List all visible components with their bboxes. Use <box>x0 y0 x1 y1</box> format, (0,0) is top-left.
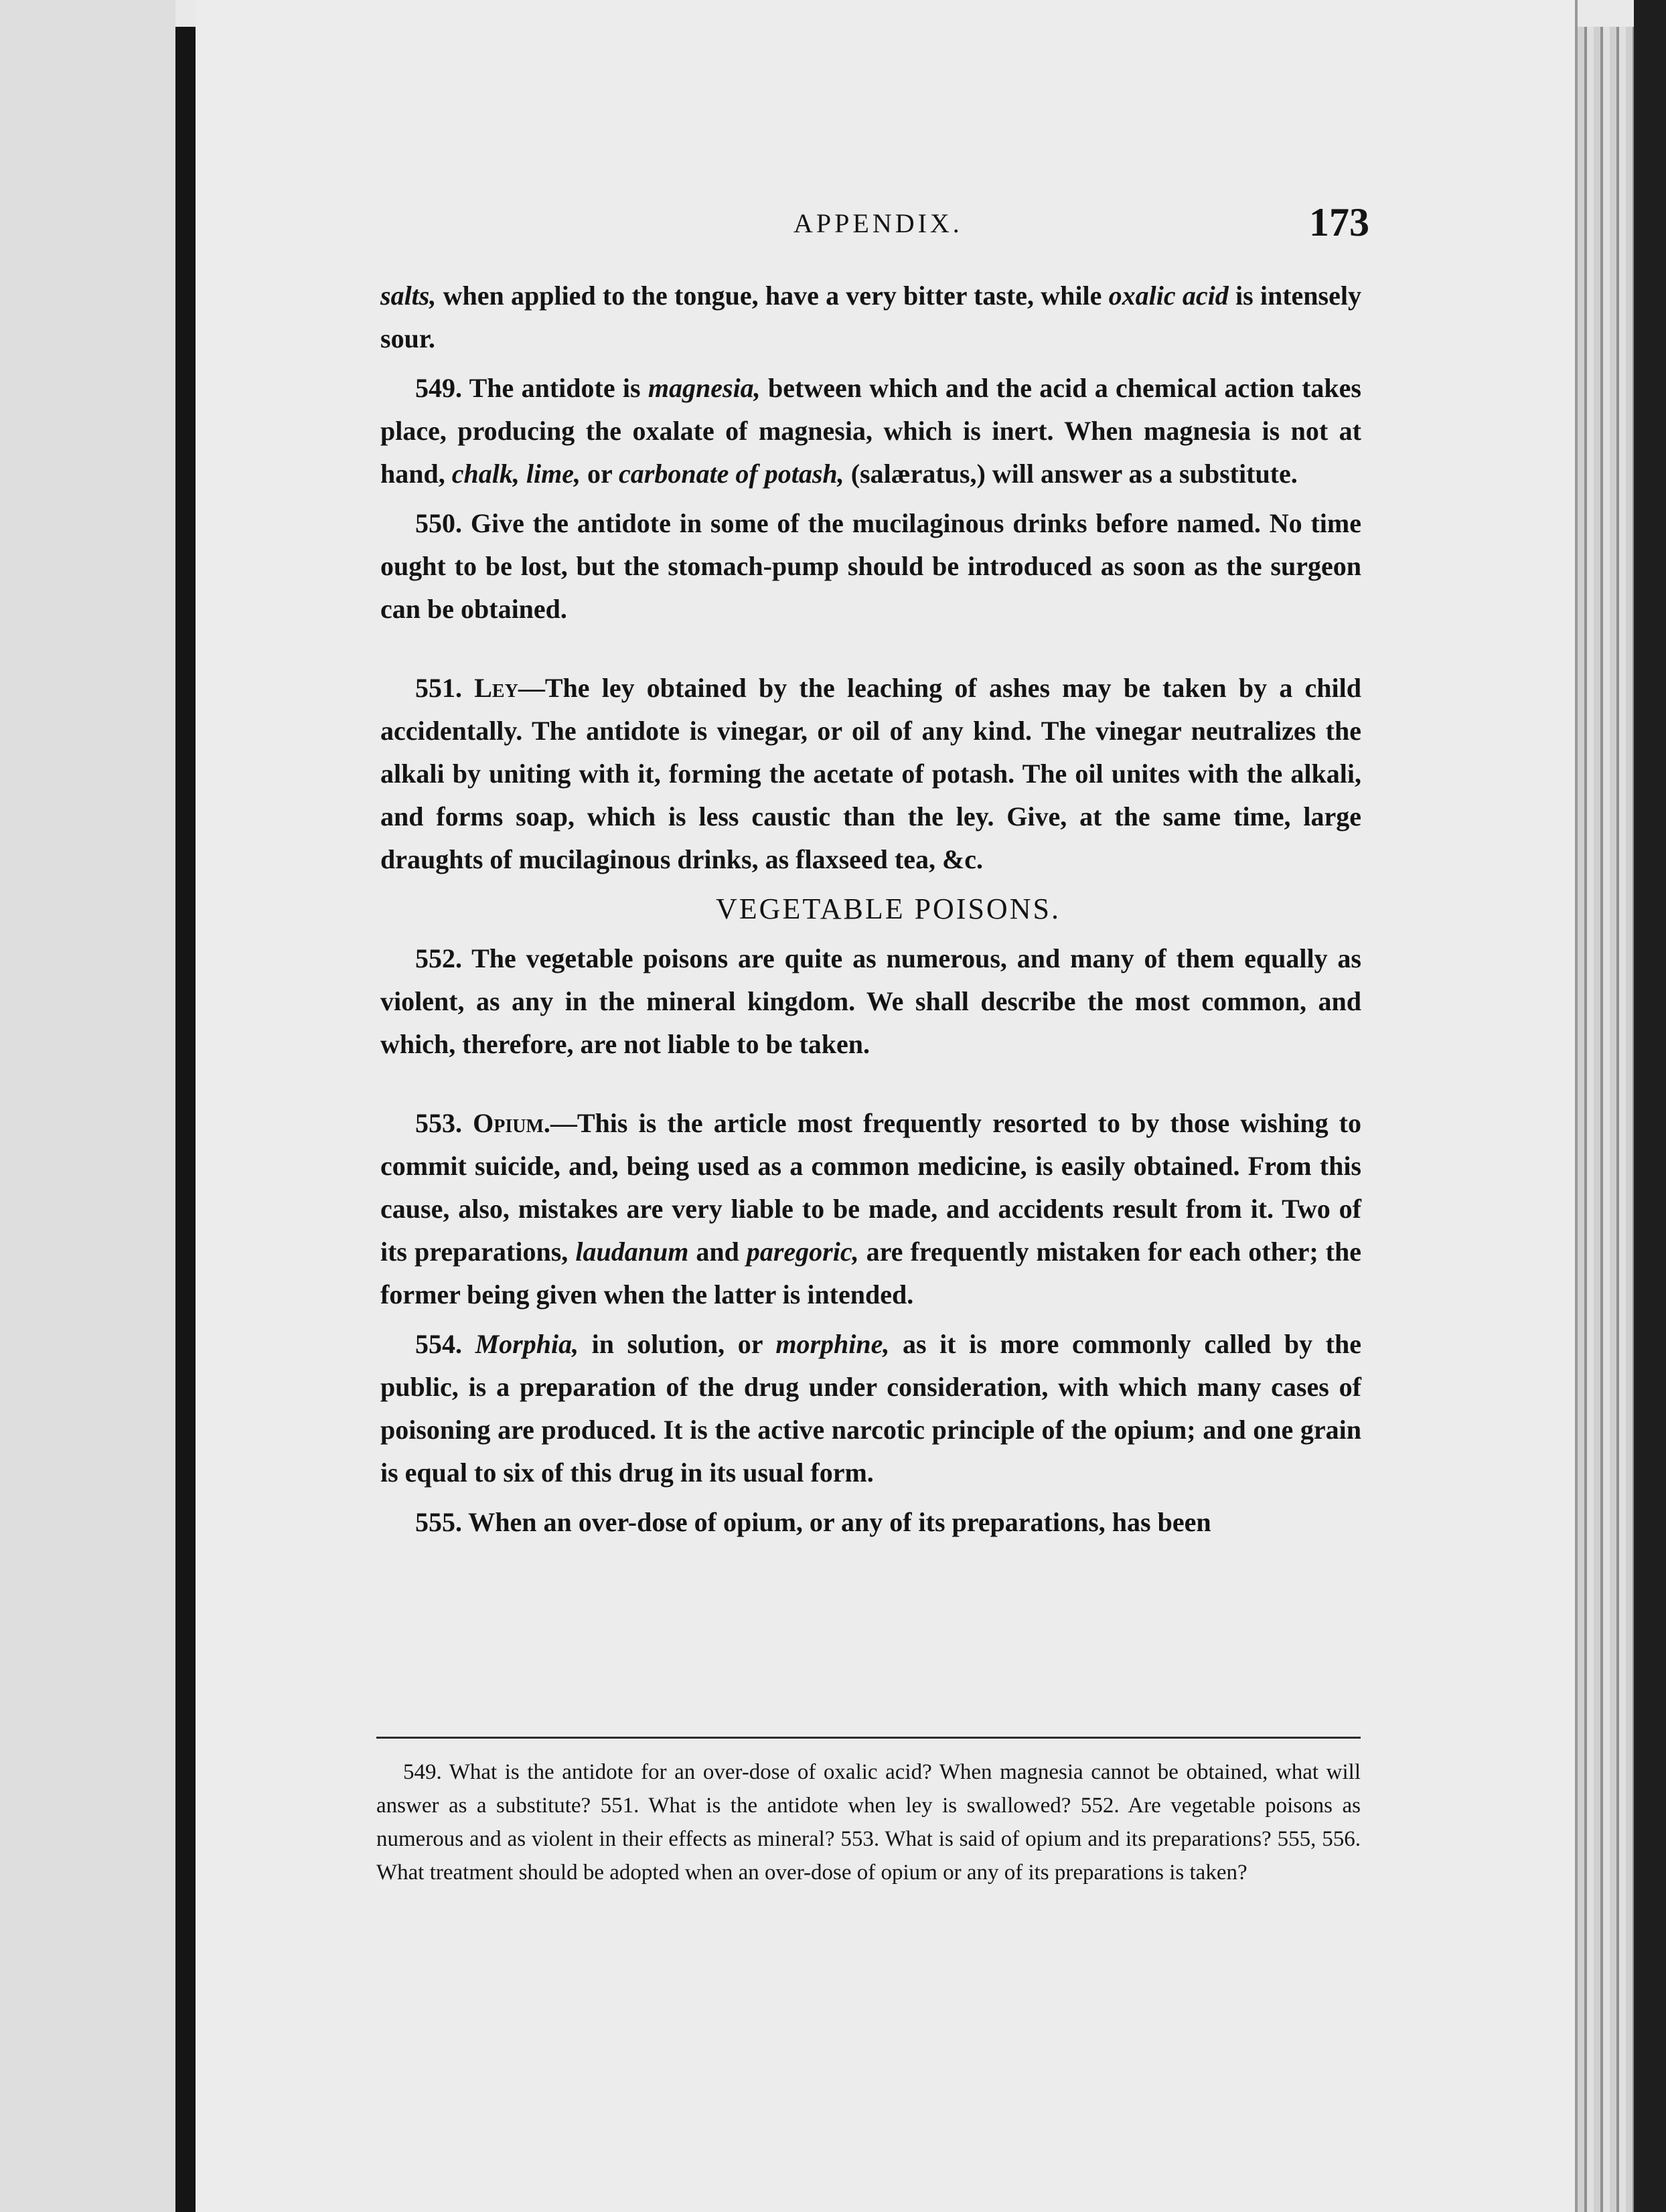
paragraph-549 <box>380 367 1361 495</box>
paragraph-number: 549. <box>415 373 462 403</box>
footnote-questions: 549. What is the antidote for an over-dose of oxalic acid? When magnesia cannot be obtained, what will answer as a substitute? 551. What is the antidote when ley is swallowed? 552. Are vegetable poisons as numerous and as violent in their effects as mineral? 553. What is said of opium and its preparations? 555, 556. What treatment should be adopted when an over-dose of opium or any of its preparations is taken? <box>376 1760 1361 1885</box>
running-head: APPENDIX. <box>793 208 963 238</box>
text-run: When an over-dose of opium, or any of its preparations, has been <box>462 1507 1211 1537</box>
right-edge-shadow <box>1634 0 1666 2212</box>
italic-term: magnesia, <box>648 373 761 403</box>
paragraph-number: 550. <box>415 508 462 538</box>
footnote-rule <box>376 1737 1361 1739</box>
paragraph-555 <box>380 1501 1361 1544</box>
text-run: when applied to the tongue, have a very bitter taste, while <box>436 281 1109 311</box>
paragraph-number: 551. <box>415 673 462 703</box>
text-run: are frequently mistaken for each other; the former being given when the latter is intended. <box>380 1237 1362 1310</box>
paragraph-552 <box>380 937 1361 1066</box>
page-number: 173 <box>1309 200 1369 244</box>
book-spine <box>175 27 196 2212</box>
paragraph-number: 555. <box>415 1507 462 1537</box>
paragraph-551 <box>380 667 1361 881</box>
italic-term: carbonate of potash, <box>619 459 844 489</box>
section-heading: VEGETABLE POISONS. <box>716 892 1061 925</box>
paragraph-caption: Opium <box>473 1108 544 1138</box>
italic-term: paregoric, <box>746 1237 859 1267</box>
paragraph-550 <box>380 502 1361 631</box>
paragraph-number: 553. <box>415 1108 462 1138</box>
text-run: —The ley obtained by the leaching of ashes may be taken by a child accidentally. The antidote is vinegar, or oil of any kind. The vinegar neutralizes the alkali by uniting with it, forming the acetate of potash. The oil unites with the alkali, and forms soap, which is less caustic than the ley. Give, at the same time, large draughts of mucilaginous drinks, as flaxseed tea, &c. <box>380 673 1362 874</box>
text-run: or <box>580 459 619 489</box>
body-text <box>380 274 1361 1551</box>
text-run: The antidote is <box>462 373 648 403</box>
italic-term: morphine, <box>775 1329 890 1359</box>
italic-term: laudanum <box>575 1237 689 1267</box>
paragraph-553 <box>380 1102 1361 1316</box>
italic-term: Morphia, <box>475 1329 579 1359</box>
paragraph-caption: Ley <box>474 673 518 703</box>
text-run: and <box>688 1237 747 1267</box>
text-run: The vegetable poisons are quite as numerous, and many of them equally as violent, as any in the mineral kingdom. We shall describe the most common, and which, therefore, are not liable to be taken. <box>380 943 1361 1059</box>
paragraph-number: 554. <box>415 1329 462 1359</box>
text-run: (salæratus,) will answer as a substitute. <box>844 459 1298 489</box>
paragraph-554 <box>380 1323 1361 1494</box>
italic-term: chalk, lime, <box>451 459 581 489</box>
left-margin <box>0 0 175 2212</box>
text-run: .—This is the article most frequently resorted to by those wishing to commit suicide, and, being used as a common medicine, is easily obtained. From this cause, also, mistakes are very liable to be made, and accidents result from it. Two of its preparations, <box>380 1108 1362 1267</box>
paragraph-number: 552. <box>415 943 462 973</box>
text-run: is intensely sour. <box>380 281 1361 353</box>
text-run: between which and the acid a chemical action takes place, producing the oxalate of magnesia, which is inert. When magnesia is not at hand, <box>380 373 1361 489</box>
text-run: in solution, or <box>579 1329 776 1359</box>
italic-term: salts, <box>380 281 437 311</box>
text-run: Give the antidote in some of the mucilaginous drinks before named. No time ought to be lost, but the stomach-pump should be introduced as soon as the surgeon can be obtained. <box>380 508 1361 624</box>
italic-term: oxalic acid <box>1108 281 1229 311</box>
text-run: as it is more commonly called by the public, is a preparation of the drug under consideration, with which many cases of poisoning are produced. It is the active narcotic principle of the opium; and one grain is equal to six of this drug in its usual form. <box>380 1329 1362 1488</box>
paragraph-548-continued <box>380 274 1361 360</box>
